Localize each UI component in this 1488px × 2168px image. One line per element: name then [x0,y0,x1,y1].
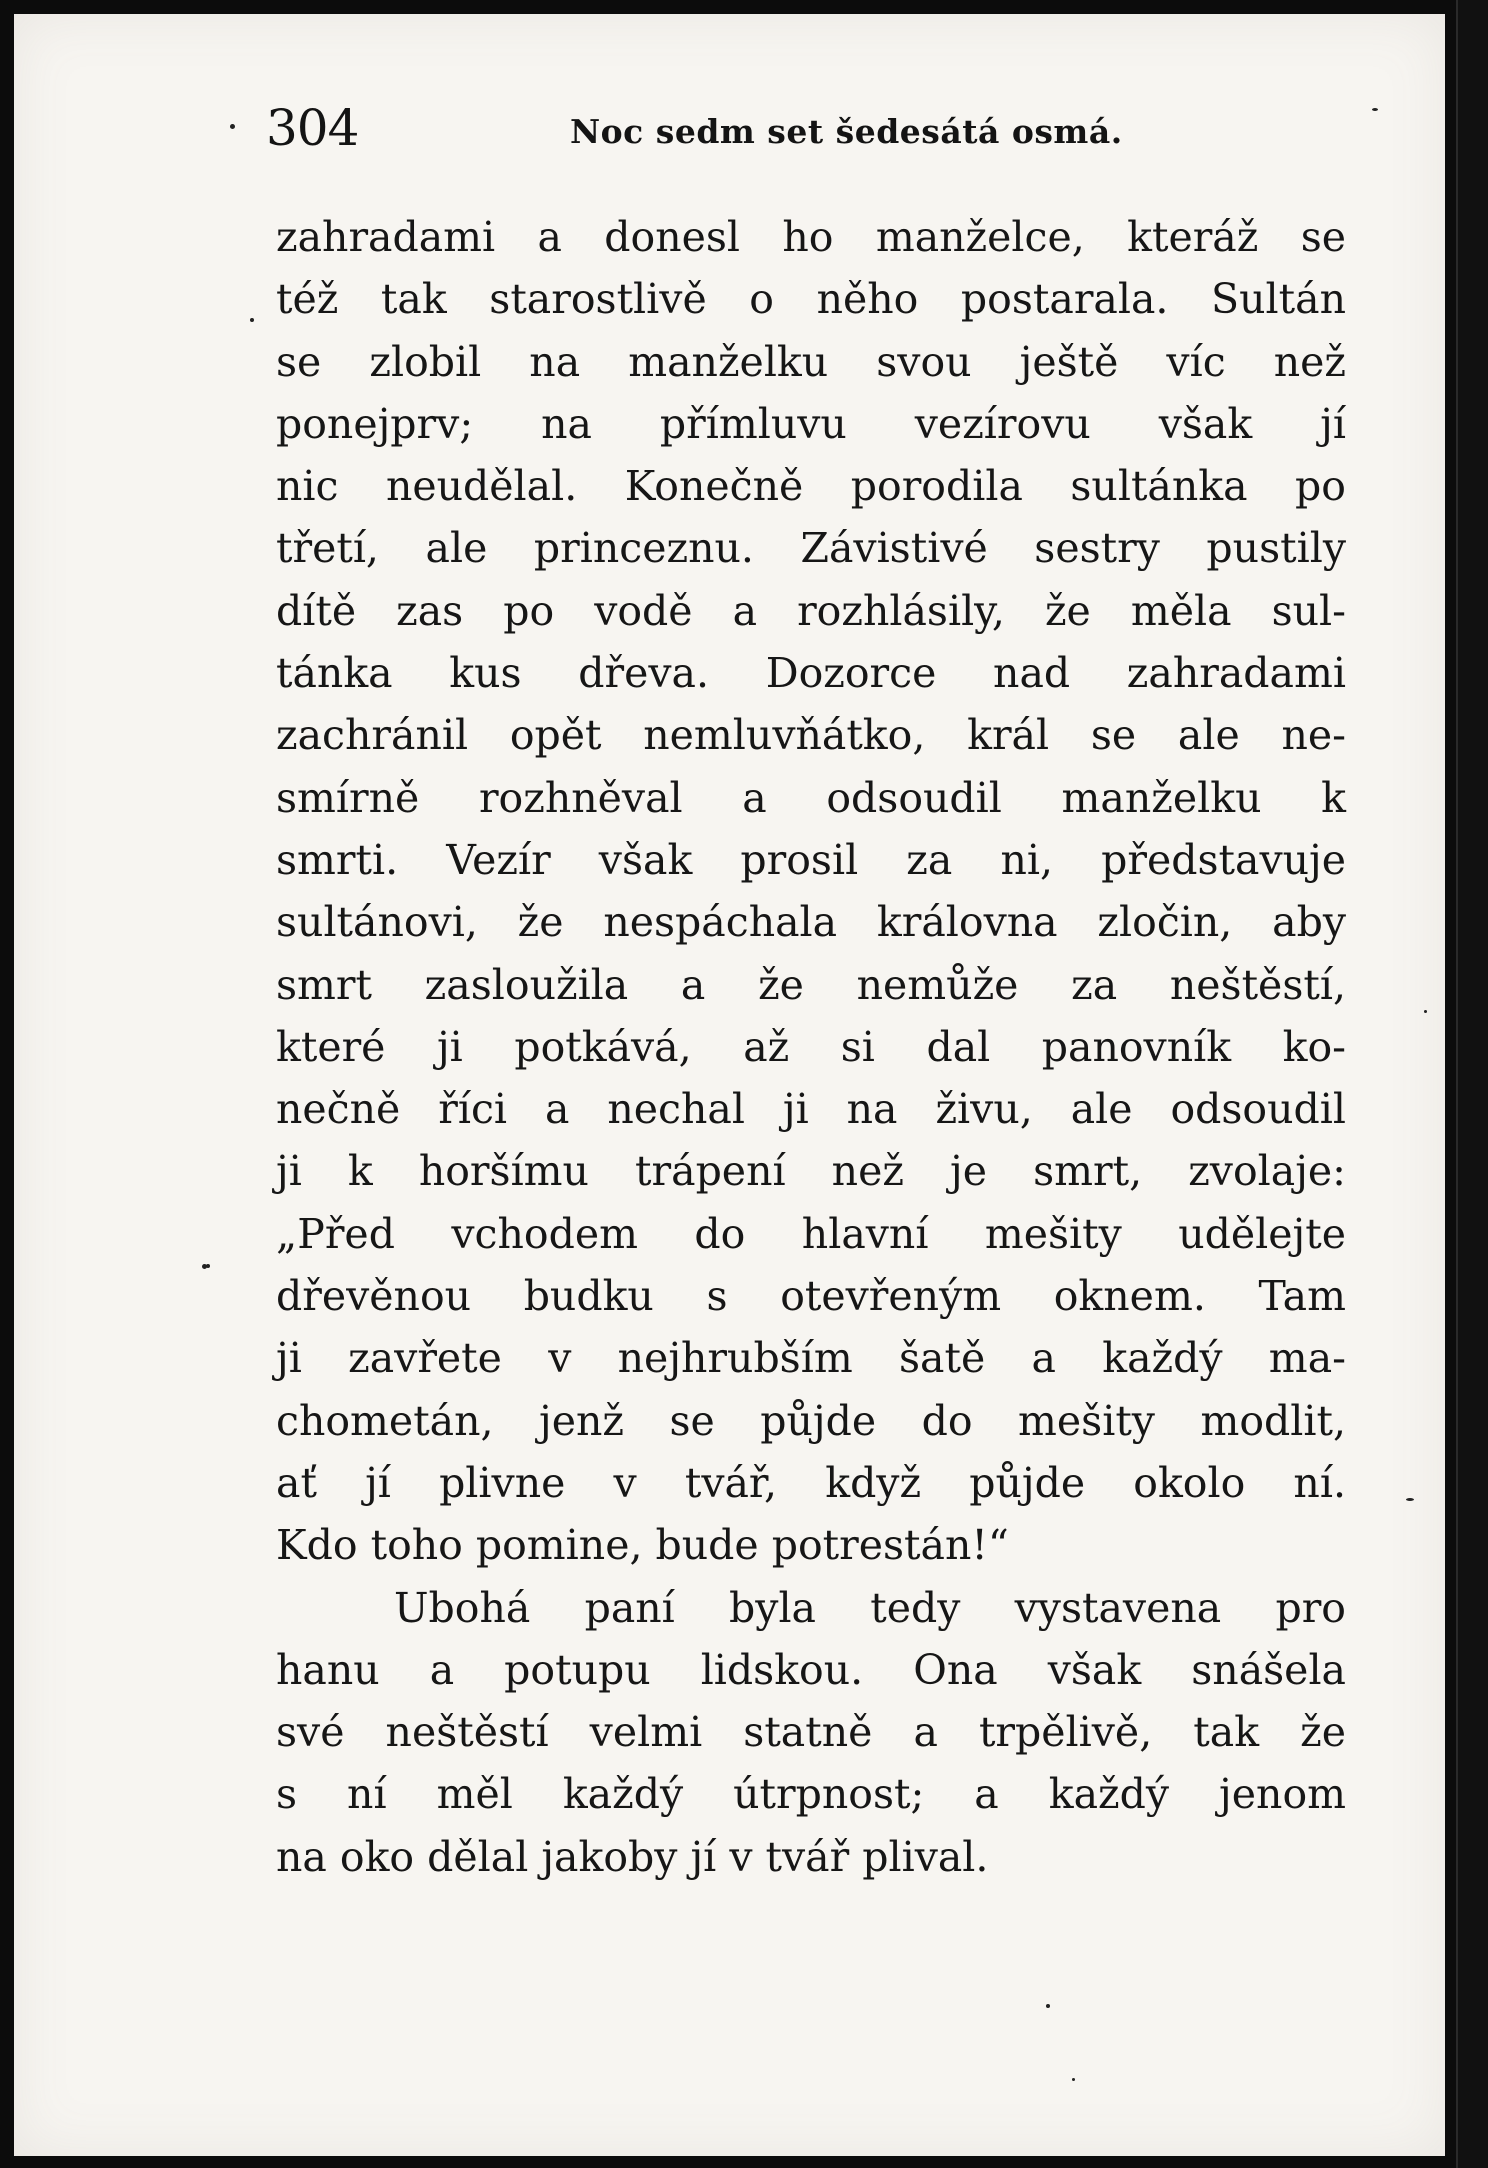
text-line: ponejprv; na přímluvu vezírovu však jí [276,399,1346,448]
adjacent-page-edge [1456,0,1488,2168]
text-line: „Před vchodem do hlavní mešity udělejte [276,1209,1346,1258]
scan-speck [1424,1010,1427,1013]
text-line: které ji potkává, až si dal panovník ko- [276,1022,1346,1071]
text-line: tánka kus dřeva. Dozorce nad zahradami [276,649,1346,698]
text-line: třetí, ale princeznu. Závistivé sestry pustily [276,524,1346,573]
scan-speck [1072,2078,1075,2081]
text-line: dřevěnou budku s otevřeným oknem. Tam [276,1272,1346,1321]
body-text [276,206,1346,1888]
scan-speck [1406,1498,1414,1501]
text-line: chometán, jenž se půjde do mešity modlit, [276,1396,1346,1445]
text-line: ať jí plivne v tvář, když půjde okolo ní. [276,1458,1346,1507]
text-line: nečně říci a nechal ji na živu, ale odsoudil [276,1085,1346,1134]
text-line: s ní měl každý útrpnost; a každý jenom [276,1770,1346,1819]
text-line: smrt zasloužila a že nemůže za neštěstí, [276,960,1346,1009]
text-line: nic neudělal. Konečně porodila sultánka po [276,462,1346,511]
running-title: Noc sedm set šedesátá osmá. [570,112,1123,151]
text-line: smírně rozhněval a odsoudil manželku k [276,773,1346,822]
scan-speck [250,318,254,322]
text-line: též tak starostlivě o něho postarala. Sultán [276,275,1346,324]
text-line: dítě zas po vodě a rozhlásily, že měla sul- [276,586,1346,635]
scan-speck [230,124,235,129]
scan-speck [1372,108,1378,111]
text-line: zahradami a donesl ho manželce, kteráž se [276,213,1346,261]
text-line: zachránil opět nemluvňátko, král se ale ne- [276,711,1346,760]
running-header [250,98,1200,158]
text-line: ji zavřete v nejhrubším šatě a každý ma- [276,1334,1346,1383]
text-line: hanu a potupu lidskou. Ona však snášela [276,1645,1346,1694]
scan-speck [202,1264,207,1269]
text-line: se zlobil na manželku svou ještě víc než [276,337,1346,386]
text-line: Ubohá paní byla tedy vystavena pro [394,1583,1346,1632]
text-line: na oko dělal jakoby jí v tvář plival. [276,1832,989,1881]
text-line: své neštěstí velmi statně a trpělivě, tak že [276,1708,1346,1757]
text-line: ji k horšímu trápení než je smrt, zvolaje: [276,1147,1346,1196]
text-line: Kdo toho pomine, bude potrestán!“ [276,1521,1009,1570]
scan-speck [1046,2004,1050,2008]
text-line: smrti. Vezír však prosil za ni, představuje [276,835,1346,884]
page-number: 304 [266,99,359,157]
text-line: sultánovi, že nespáchala královna zločin, aby [276,898,1346,947]
